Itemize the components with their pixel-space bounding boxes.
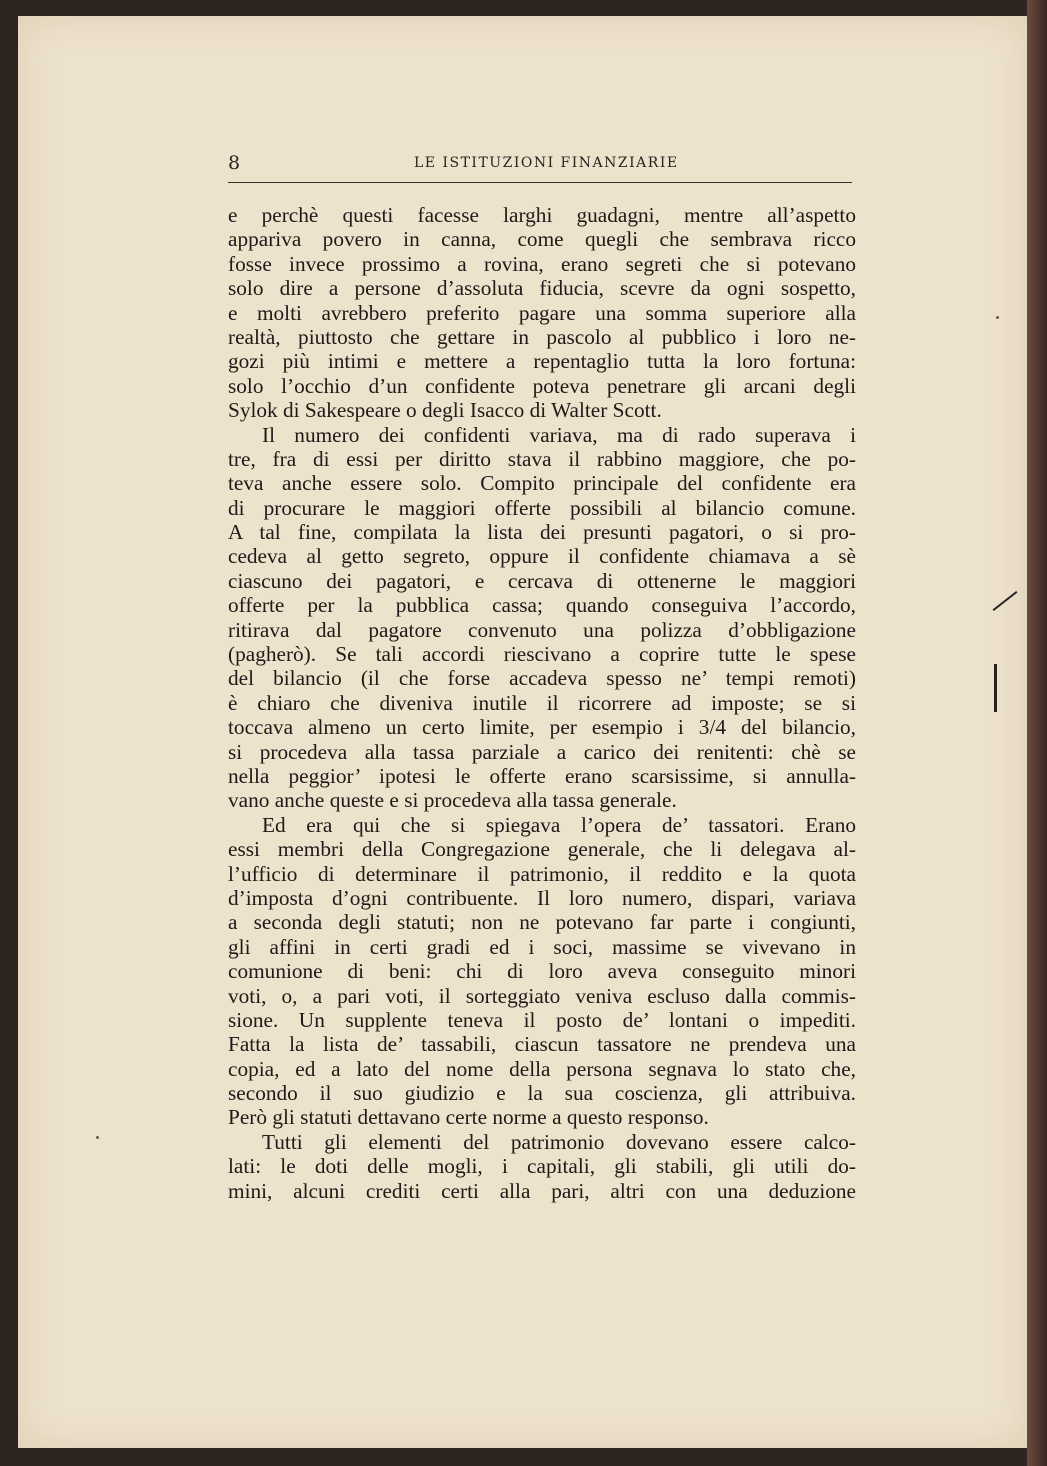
page-number: 8 [228, 152, 241, 174]
text-line: Però gli statuti dettavano certe norme a questo responso. [228, 1105, 709, 1130]
body-text [228, 203, 856, 1203]
text-line: e perchè questi facesse larghi guadagni, mentre all’aspetto [228, 203, 856, 227]
text-line: gozi più intimi e mettere a repentaglio tutta la loro fortuna: [228, 349, 856, 374]
text-line: di procurare le maggiori offerte possibili al bilancio comune. [228, 495, 856, 520]
text-line: Fatta la lista de’ tassabili, ciascun tassatore ne prendeva una [228, 1032, 856, 1057]
text-line: l’ufficio di determinare il patrimonio, il reddito e la quota [228, 861, 856, 886]
binding-edge [1027, 0, 1047, 1466]
text-line: Ed era qui che si spiegava l’opera de’ tassatori. Erano [262, 812, 856, 837]
text-line: Sylok di Sakespeare o degli Isacco di Walter Scott. [228, 398, 662, 423]
running-title: LE ISTITUZIONI FINANZIARIE [414, 155, 679, 171]
text-line: mini, alcuni crediti certi alla pari, altri con una deduzione [228, 1178, 856, 1203]
header-rule [228, 182, 852, 183]
text-line: Tutti gli elementi del patrimonio dovevano essere calco- [262, 1129, 856, 1154]
text-line: (pagherò). Se tali accordi riescivano a coprire tutte le spese [228, 642, 856, 667]
margin-pencil-mark [994, 664, 997, 712]
text-line: e molti avrebbero preferito pagare una somma superiore alla [228, 300, 856, 325]
text-line: essi membri della Congregazione generale, che li delegava al- [228, 837, 856, 862]
text-line: tre, fra di essi per diritto stava il rabbino maggiore, che po- [228, 446, 856, 471]
text-line: ciascuno dei pagatori, e cercava di ottenerne le maggiori [228, 568, 856, 593]
text-line: nella peggior’ ipotesi le offerte erano scarsissime, si annulla- [228, 763, 856, 788]
running-header [228, 152, 852, 178]
text-line: comunione di beni: chi di loro aveva conseguito minori [228, 959, 856, 984]
text-line: lati: le doti delle mogli, i capitali, gli stabili, gli utili do- [228, 1154, 856, 1179]
text-line: ritirava dal pagatore convenuto una polizza d’obbligazione [228, 617, 856, 642]
text-line: a seconda degli statuti; non ne potevano far parte i congiunti, [228, 910, 856, 935]
text-line: fosse invece prossimo a rovina, erano segreti che si potevano [228, 251, 856, 276]
text-line: d’imposta d’ogni contribuente. Il loro numero, dispari, variava [228, 885, 856, 910]
text-line: è chiaro che diveniva inutile il ricorrere ad imposte; se si [228, 690, 856, 715]
text-line: gli affini in certi gradi ed i soci, massime se vivevano in [228, 934, 856, 959]
text-line: voti, o, a pari voti, il sorteggiato veniva escluso dalla commis- [228, 983, 856, 1008]
text-line: realtà, piuttosto che gettare in pascolo al pubblico i loro ne- [228, 324, 856, 349]
margin-dot [996, 316, 999, 319]
text-line: toccava almeno un certo limite, per esempio i 3/4 del bilancio, [228, 715, 856, 740]
text-line: solo dire a persone d’assoluta fiducia, scevre da ogni sospetto, [228, 276, 856, 301]
text-line: Il numero dei confidenti variava, ma di rado superava i [262, 422, 856, 447]
text-line: A tal fine, compilata la lista dei presunti pagatori, o si pro- [228, 520, 856, 545]
text-line: appariva povero in canna, come quegli che sembrava ricco [228, 227, 856, 252]
text-line: cedeva al getto segreto, oppure il confidente chiamava a sè [228, 544, 856, 569]
text-line: copia, ed a lato del nome della persona segnava lo stato che, [228, 1056, 856, 1081]
text-line: vano anche queste e si procedeva alla tassa generale. [228, 788, 677, 813]
text-line: offerte per la pubblica cassa; quando conseguiva l’accordo, [228, 593, 856, 618]
margin-dot [96, 1136, 99, 1139]
text-line: si procedeva alla tassa parziale a carico dei renitenti: chè se [228, 739, 856, 764]
text-line: secondo il suo giudizio e la sua coscienza, gli attribuiva. [228, 1081, 856, 1106]
text-line: solo l’occhio d’un confidente poteva penetrare gli arcani degli [228, 373, 856, 398]
text-line: teva anche essere solo. Compito principale del confidente era [228, 471, 856, 496]
text-line: sione. Un supplente teneva il posto de’ lontani o impediti. [228, 1007, 856, 1032]
text-line: del bilancio (il che forse accadeva spesso ne’ tempi remoti) [228, 666, 856, 691]
